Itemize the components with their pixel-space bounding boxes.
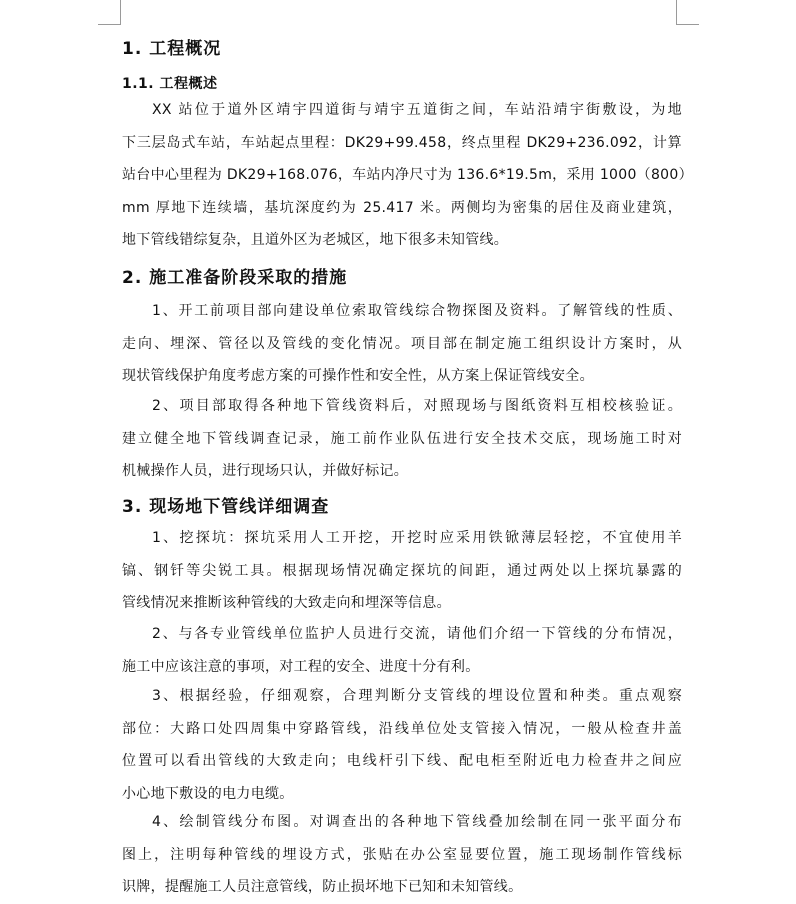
paragraph-line: 下三层岛式车站，车站起点里程：DK29+99.458，终点里程 DK29+236.092，计算 [122,134,682,151]
paragraph [122,522,682,620]
paragraph-line: 1、开工前项目部向建设单位索取管线综合物探图及资料。了解管线的性质、 [152,303,682,319]
page-corner-mark-top-left [98,0,121,25]
paragraph-line: 走向、埋深、管径以及管线的变化情况。项目部在制定施工组织设计方案时，从 [122,335,682,352]
paragraph [122,680,682,810]
section-heading: 2. 施工准备阶段采取的措施 [122,268,348,288]
paragraph-line: 施工中应该注意的事项，对工程的安全、进度十分有利。 [122,658,480,675]
section-heading: 3. 现场地下管线详细调查 [122,497,330,517]
paragraph-line: 现状管线保护角度考虑方案的可操作性和安全性，从方案上保证管线安全。 [122,368,594,384]
paragraph-line: 部位：大路口处四周集中穿路管线，沿线单位处支管接入情况，一般从检查井盖 [122,720,682,737]
paragraph-line: 管线情况来推断该种管线的大致走向和埋深等信息。 [122,595,451,611]
section-heading: 1. 工程概况 [122,39,222,59]
paragraph-line: 1、挖探坑：探坑采用人工开挖，开挖时应采用铁锨薄层轻挖，不宜使用羊 [152,530,682,546]
paragraph-line: 机械操作人员，进行现场只认，并做好标记。 [122,463,408,479]
paragraph-line: 建立健全地下管线调查记录，施工前作业队伍进行安全技术交底，现场施工时对 [122,430,682,447]
paragraph-line: 镐、钢钎等尖锐工具。根据现场情况确定探坑的间距，通过两处以上探坑暴露的 [122,562,682,579]
paragraph-line: 2、与各专业管线单位监护人员进行交流，请他们介绍一下管线的分布情况， [152,626,682,642]
paragraph [122,618,682,683]
paragraph-line: 4、绘制管线分布图。对调查出的各种地下管线叠加绘制在同一张平面分布 [152,814,682,830]
paragraph-line: 识牌，提醒施工人员注意管线，防止损坏地下已知和未知管线。 [122,879,523,895]
subsection-heading: 1.1. 工程概述 [122,76,218,92]
paragraph [122,94,693,257]
page-corner-mark-top-right [676,0,699,25]
paragraph [122,295,682,393]
paragraph-line: 3、根据经验，仔细观察，合理判断分支管线的埋设位置和种类。重点观察 [152,688,682,704]
paragraph-line: 图上，注明每种管线的埋设方式，张贴在办公室显要位置，施工现场制作管线标 [122,846,682,863]
paragraph-line: 小心地下敷设的电力电缆。 [122,785,294,802]
paragraph-line: 2、项目部取得各种地下管线资料后，对照现场与图纸资料互相校核验证。 [152,398,682,414]
paragraph-line: 站台中心里程为 DK29+168.076，车站内净尺寸为 136.6*19.5m，采用 1000（800） [122,167,693,183]
paragraph-line: 位置可以看出管线的大致走向；电线杆引下线、配电柜至附近电力检查井之间应 [122,753,682,769]
paragraph-line: mm 厚地下连续墙，基坑深度约为 25.417 米。两侧均为密集的居住及商业建筑， [122,199,682,216]
paragraph-line: 地下管线错综复杂，且道外区为老城区，地下很多未知管线。 [122,232,509,248]
paragraph [122,806,682,904]
paragraph-line: XX 站位于道外区靖宇四道街与靖宇五道街之间，车站沿靖宇街敷设，为地 [152,102,682,118]
paragraph [122,390,682,488]
